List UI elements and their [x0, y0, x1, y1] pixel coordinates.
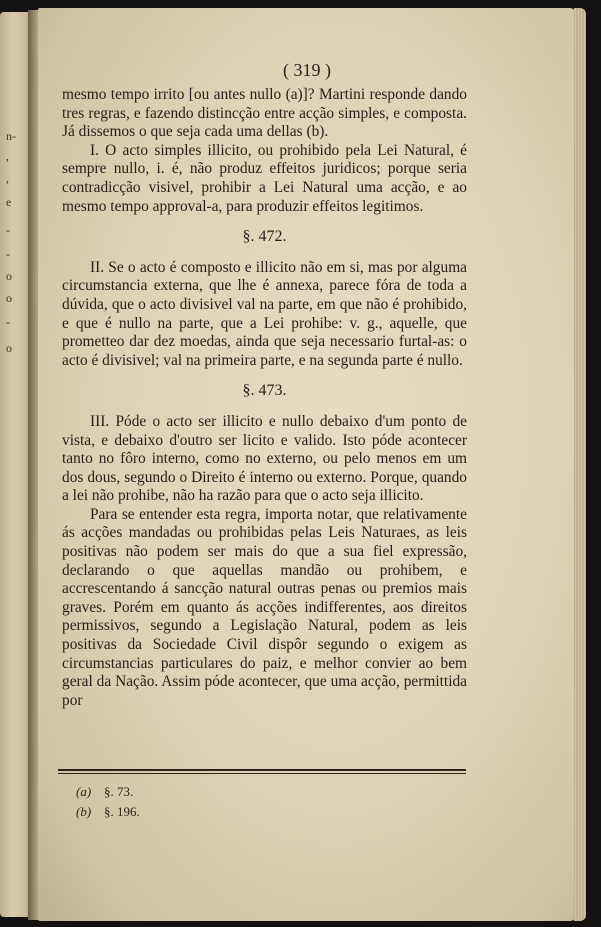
page-number: ( 319 ) [283, 60, 331, 80]
page-edges [574, 8, 586, 921]
facing-page-fragment: - [6, 223, 10, 237]
body-text [62, 86, 467, 710]
footnotes [76, 782, 140, 822]
footnote-text: §. 196. [104, 804, 140, 819]
facing-page-fragment: n- [6, 129, 16, 143]
footnote-mark: (a) [76, 784, 92, 799]
facing-page-fragment: - [6, 247, 10, 261]
footnote-separator [58, 769, 466, 775]
facing-page-fragment: , [6, 171, 9, 185]
facing-page-fragment: e [6, 195, 12, 209]
facing-page-fragment: - [6, 315, 10, 329]
section-heading-473: §. 473. [242, 382, 287, 400]
paragraph-explanation: Para se entender esta regra, importa notar, que relativamente ás acções mandadas ou prohibidas pelas Leis Naturaes, as leis positivas não podem ser mais do que a sua fiel expressão, declarando o que aquellas mandão ou prohibem, e accrescentando á sancção natural outras penas ou premios mais graves. Porém em quanto ás acções indifferentes, aos direitos permissivos, segundo a Legislação Natural, podem as leis positivas da Sociedade Civil dispôr segundo o exigem as circumstancias particulares do paiz, e melhor convier ao bem geral da Nação. Assim póde acontecer, que uma acção, permittida por [62, 505, 467, 709]
footnote-b [76, 802, 140, 822]
facing-page-fragment: , [6, 149, 9, 163]
footnote-mark: (b) [76, 804, 92, 819]
footnote-a [76, 782, 140, 802]
footnote-text: §. 73. [104, 784, 134, 799]
paragraph-rule-3: III. Póde o acto ser illicito e nullo debaixo d'um ponto de vista, e debaixo d'outro ser licito e valido. Isto póde acontecer tanto no fôro interno, como no externo, ou pelo menos em um dos dous, segundo o Direito é interno ou externo. Porque, quando a lei não prohibe, não ha razão para que o acto seja illicito. [62, 412, 467, 505]
facing-page-fragment: o [6, 341, 12, 355]
facing-page-fragment: o [6, 291, 12, 305]
section-heading-472: §. 472. [242, 228, 287, 246]
paragraph-rule-2: II. Se o acto é composto e illicito não em si, mas por alguma circumstancia externa, que lhe é annexa, parece fóra de toda a dúvida, que o acto divisivel val na parte, em que não é prohibido, e que é nullo na parte, que a Lei prohibe: v. g., aquelle, que prometteo dar dez moedas, ainda que seja necessario furtal-as: o acto é divisivel; val na primeira parte, e na segunda parte é nullo. [62, 258, 467, 369]
paragraph-continuation: mesmo tempo irrito [ou antes nullo (a)]? Martini responde dando tres regras, e fazendo distincção entre acção simples, e composta. Já dissemos o que seja cada uma dellas (b). [62, 86, 467, 141]
facing-page-fragment: o [6, 269, 12, 283]
paragraph-rule-1: I. O acto simples illicito, ou prohibido pela Lei Natural, é sempre nullo, i. é, não produz effeitos juridicos; porque seria contradicção visivel, prohibir a Lei Natural uma acção, e ao mesmo tempo approval-a, para produzir effeitos legitimos. [62, 141, 467, 215]
